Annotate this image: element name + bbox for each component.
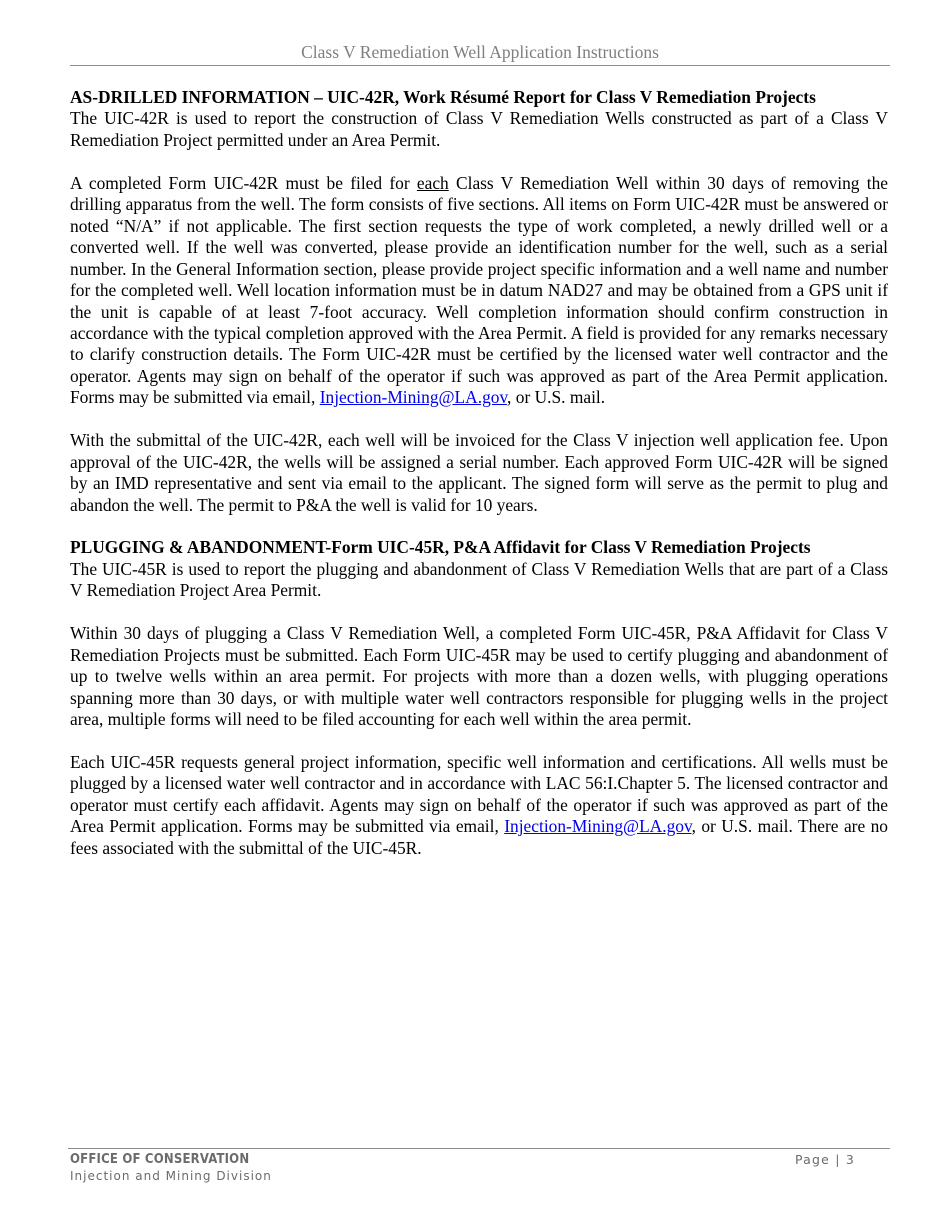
text-segment: A completed Form UIC-42R must be filed for <box>70 172 417 193</box>
text-segment: Class V Remediation Well within 30 days of removing the drilling apparatus from the well. The form consists of five sections. All items on Form UIC-42R must be answered or noted “N/A” if not applicable. The first section requests the type of work completed, a newly drilled well or a converted well. If the well was converted, please provide an identification number for the well, such as a serial number. In the General Information section, please provide project specific information and a well name and number for the completed well. Well location information must be in datum NAD27 and may be obtained from a GPS unit if the unit is capable of at least 7-foot accuracy. Well completion information should confirm construction in accordance with the typical completion approved with the Area Permit. A field is provided for any remarks necessary to clarify construction details. The Form UIC-42R must be certified by the licensed water well contractor and the operator. Agents may sign on behalf of the operator if such was approved as part of the Area Permit application. Forms may be submitted via email, <box>70 172 888 408</box>
document-body <box>70 87 888 881</box>
text-segment: , or U.S. mail. There are no fees associated with the submittal of the UIC-45R. <box>70 816 888 858</box>
paragraph-uic45r-submission: Within 30 days of plugging a Class V Remediation Well, a completed Form UIC-45R, P&A Affidavit for Class V Remediation Projects must be submitted. Each Form UIC-45R may be used to certify plugging and abandonment of up to twelve wells within an area permit. For projects with more than a dozen wells, with plugging operations spanning more than 30 days, or with multiple water well contractors responsible for plugging wells in the project area, multiple forms will need to be filed accounting for each well within the area permit. <box>70 623 888 730</box>
running-header: Class V Remediation Well Application Instructions <box>301 42 659 62</box>
section-heading-as-drilled: AS-DRILLED INFORMATION – UIC-42R, Work Résumé Report for Class V Remediation Projects <box>70 87 816 107</box>
paragraph-uic45r-certification <box>70 752 888 859</box>
section-heading-plugging-abandonment: PLUGGING & ABANDONMENT-Form UIC-45R, P&A Affidavit for Class V Remediation Projects <box>70 537 811 558</box>
text-segment: , or U.S. mail. <box>507 387 606 408</box>
paragraph-uic42r-intro: The UIC-42R is used to report the construction of Class V Remediation Wells constructed as part of a Class V Remediation Project permitted under an Area Permit. <box>70 108 888 150</box>
email-link[interactable]: Injection-Mining@LA.gov <box>504 816 692 837</box>
email-link[interactable]: Injection-Mining@LA.gov <box>319 387 508 408</box>
footer-divider <box>68 1148 890 1149</box>
page-number: Page | 3 <box>795 1152 855 1167</box>
footer-division-name: Injection and Mining Division <box>70 1169 272 1183</box>
footer-office-name: OFFICE OF CONSERVATION <box>70 1152 250 1167</box>
underlined-text: each <box>416 172 449 193</box>
header-divider <box>70 65 890 66</box>
paragraph-uic45r-intro: The UIC-45R is used to report the plugging and abandonment of Class V Remediation Wells that are part of a Class V Remediation Project Area Permit. <box>70 558 888 601</box>
paragraph-uic42r-invoicing: With the submittal of the UIC-42R, each well will be invoiced for the Class V injection well application fee. Upon approval of the UIC-42R, the wells will be assigned a serial number. Each approved Form UIC-42R will be signed by an IMD representative and sent via email to the applicant. The signed form will serve as the permit to plug and abandon the well. The permit to P&A the well is valid for 10 years. <box>70 430 888 515</box>
text-segment: Each UIC-45R requests general project information, specific well information and certifications. All wells must be plugged by a licensed water well contractor and in accordance with LAC 56:I.Chapter 5. The licensed contractor and operator must certify each affidavit. Agents may sign on behalf of the operator if such was approved as part of the Area Permit application. Forms may be submitted via email, <box>70 751 888 837</box>
paragraph-uic42r-filing <box>70 173 888 409</box>
